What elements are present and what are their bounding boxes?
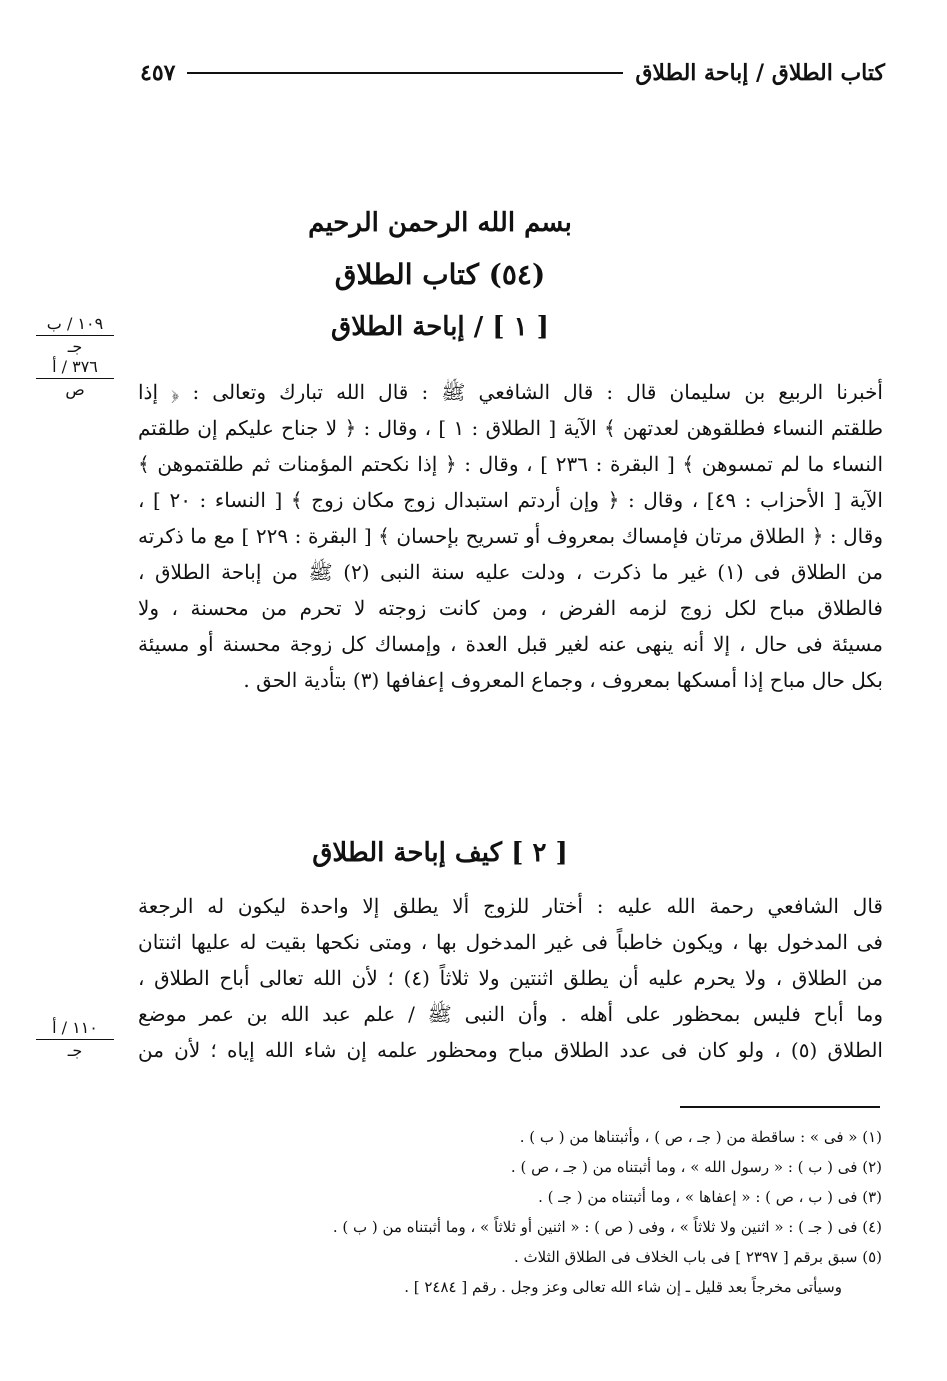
- margin-note-text: ص: [65, 380, 85, 399]
- section-title-1: [ ١ ] / إباحة الطلاق: [331, 312, 549, 342]
- basmala: بسم الله الرحمن الرحيم: [308, 208, 572, 238]
- margin-note-text: جـ: [67, 1041, 83, 1060]
- body-line: وقال : ﴿ الطلاق مرتان فإمساك بمعروف أو تسريح بإحسان ﴾ [ البقرة : ٢٢٩ ] مع ما ذكرته: [138, 524, 883, 548]
- body-line: مسيئة فى حال ، إلا أنه ينهى عنه لغير قبل العدة ، وإمساك كل زوجة محسنة أو مسيئة: [138, 632, 883, 656]
- margin-note-rule: [36, 1039, 114, 1040]
- margin-note-text: جـ: [67, 337, 83, 356]
- margin-note-2: [30, 1018, 120, 1061]
- section-2-body: [138, 888, 883, 1068]
- body-line: قال الشافعي رحمة الله عليه : أختار للزوج ألا يطلق إلا واحدة ليكون له الرجعة: [138, 894, 883, 918]
- footnote: (٤) فى ( جـ ) : « اثنين ولا ثلاثاً » ، وفى ( ص ) : « اثنين أو ثلاثاً » ، وما أثبتناه من ( ب ) .: [332, 1218, 882, 1236]
- section-title-2: [ ٢ ] كيف إباحة الطلاق: [312, 838, 568, 868]
- margin-note-rule: [36, 335, 114, 336]
- footnote: (١) « فى » : ساقطة من ( جـ ، ص ) ، وأثبتناها من ( ب ) .: [519, 1128, 882, 1146]
- body-line: طلقتم النساء فطلقوهن لعدتهن ﴾ الآية [ الطلاق : ١ ] ، وقال : ﴿ لا جناح عليكم إن طلقتم: [138, 416, 883, 440]
- body-line: وما أباح فليس بمحظور على أهله . وأن النبى ﷺ / علم عبد الله بن عمر موضع: [138, 1002, 883, 1026]
- book-title: (٥٤) كتاب الطلاق: [334, 258, 546, 291]
- body-line: فى المدخول بها ، ويكون خاطباً فى غير المدخول بها ، ومتى نكحها بقيت له عليها اثنتان: [138, 930, 883, 954]
- body-line: النساء ما لم تمسوهن ﴾ [ البقرة : ٢٣٦ ] ، وقال : ﴿ إذا نكحتم المؤمنات ثم طلقتموهن ﴾: [138, 452, 883, 476]
- margin-note-1: [30, 314, 120, 400]
- body-line: فالطلاق مباح لكل زوج لزمه الفرض ، ومن كانت زوجته لا تحرم من محسنة ، ولا: [138, 596, 883, 620]
- footnotes: [200, 1122, 882, 1302]
- footnote: (٥) سبق برقم [ ٢٣٩٧ ] فى باب الخلاف فى الطلاق الثلاث .: [513, 1248, 882, 1266]
- body-line: بكل حال مباح إذا أمسكها بمعروف ، وجماع المعروف إعفافها (٣) بتأدية الحق .: [243, 668, 883, 692]
- body-line: من الطلاق ، ولا يحرم عليه أن يطلق اثنتين ولا ثلاثاً (٤) ؛ لأن الله تعالى أباح الطلاق ،: [138, 966, 883, 990]
- footnote-rule: [680, 1106, 880, 1108]
- footnote: (٢) فى ( ب ) : « رسول الله » ، وما أثبتناه من ( جـ ، ص ) .: [510, 1158, 882, 1176]
- body-line: من الطلاق فى (١) غير ما ذكرت ، ودلت عليه سنة النبى (٢) ﷺ من إباحة الطلاق ،: [138, 560, 883, 584]
- running-header: [140, 55, 885, 91]
- body-line: الآية [ الأحزاب : ٤٩] ، وقال : ﴿ وإن أردتم استبدال زوج مكان زوج ﴾ [ النساء : ٢٠ ] ،: [138, 488, 883, 512]
- page-number: ٤٥٧: [140, 60, 176, 86]
- margin-note-text: ١٠٩ / ب: [46, 314, 104, 333]
- footnote: (٣) فى ( ب ، ص ) : « إعفاها » ، وما أثبتناه من ( جـ ) .: [538, 1188, 882, 1206]
- footnote-continuation: وسيأتى مخرجاً بعد قليل ـ إن شاء الله تعالى وعز وجل . رقم [ ٢٤٨٤ ] .: [404, 1278, 842, 1296]
- section-1-body: [138, 374, 883, 698]
- running-title: كتاب الطلاق / إباحة الطلاق: [635, 60, 885, 86]
- margin-note-text: ٣٧٦ / أ: [52, 357, 98, 376]
- margin-note-text: ١١٠ / أ: [52, 1018, 98, 1037]
- body-line: الطلاق (٥) ، ولو كان فى عدد الطلاق مباح ومحظور علمه إن شاء الله إياه ؛ لأن من: [138, 1038, 883, 1062]
- body-line: أخبرنا الربيع بن سليمان قال : قال الشافعي ﷺ : قال الله تبارك وتعالى : ﴿ إذا: [138, 380, 883, 404]
- margin-note-rule: [36, 378, 114, 379]
- header-rule: [187, 72, 623, 74]
